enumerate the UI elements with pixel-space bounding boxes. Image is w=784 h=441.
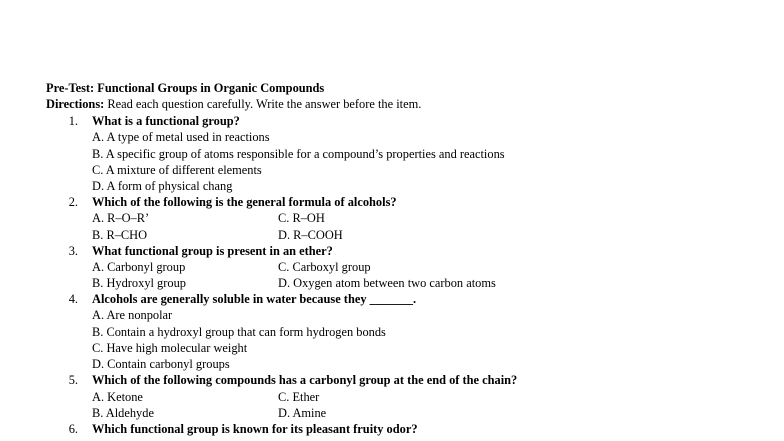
option: A. Are nonpolar bbox=[92, 308, 173, 322]
question-number: 4. bbox=[68, 292, 78, 306]
option: C. A mixture of different elements bbox=[92, 163, 262, 177]
option: D. Oxygen atom between two carbon atoms bbox=[278, 276, 496, 290]
question-text: Which of the following is the general formula of alcohols? bbox=[92, 195, 397, 209]
option: D. Contain carbonyl groups bbox=[92, 357, 230, 371]
directions bbox=[46, 96, 421, 112]
option: D. A form of physical chang bbox=[92, 179, 233, 193]
page-title: Pre-Test: Functional Groups in Organic Compounds bbox=[46, 81, 325, 95]
option: D. Amine bbox=[278, 406, 327, 420]
option: B. Hydroxyl group bbox=[92, 276, 186, 290]
question-text: Which of the following compounds has a carbonyl group at the end of the chain? bbox=[92, 373, 518, 387]
directions-text: Read each question carefully. Write the answer before the item. bbox=[104, 97, 422, 111]
directions-label: Directions: bbox=[46, 97, 105, 111]
question-number: 2. bbox=[68, 195, 78, 209]
question-number: 6. bbox=[68, 422, 78, 436]
question-text: Alcohols are generally soluble in water because they _______. bbox=[92, 292, 417, 306]
option: B. Aldehyde bbox=[92, 406, 154, 420]
question-number: 1. bbox=[68, 114, 78, 128]
option: D. R–COOH bbox=[278, 228, 343, 242]
option: A. A type of metal used in reactions bbox=[92, 130, 270, 144]
option: B. A specific group of atoms responsible for a compound’s properties and reactions bbox=[92, 147, 505, 161]
option: C. Ether bbox=[278, 390, 320, 404]
option: A. Carbonyl group bbox=[92, 260, 186, 274]
option: B. Contain a hydroxyl group that can form hydrogen bonds bbox=[92, 325, 386, 339]
option: C. Have high molecular weight bbox=[92, 341, 248, 355]
question-text: What functional group is present in an ether? bbox=[92, 244, 333, 258]
option: C. R–OH bbox=[278, 211, 325, 225]
option: A. R–O–R’ bbox=[92, 211, 150, 225]
option: C. Carboxyl group bbox=[278, 260, 371, 274]
question-number: 3. bbox=[68, 244, 78, 258]
question-text: What is a functional group? bbox=[92, 114, 240, 128]
question-text: Which functional group is known for its pleasant fruity odor? bbox=[92, 422, 418, 436]
option: A. Ketone bbox=[92, 390, 143, 404]
question-number: 5. bbox=[68, 373, 78, 387]
option: B. R–CHO bbox=[92, 228, 148, 242]
